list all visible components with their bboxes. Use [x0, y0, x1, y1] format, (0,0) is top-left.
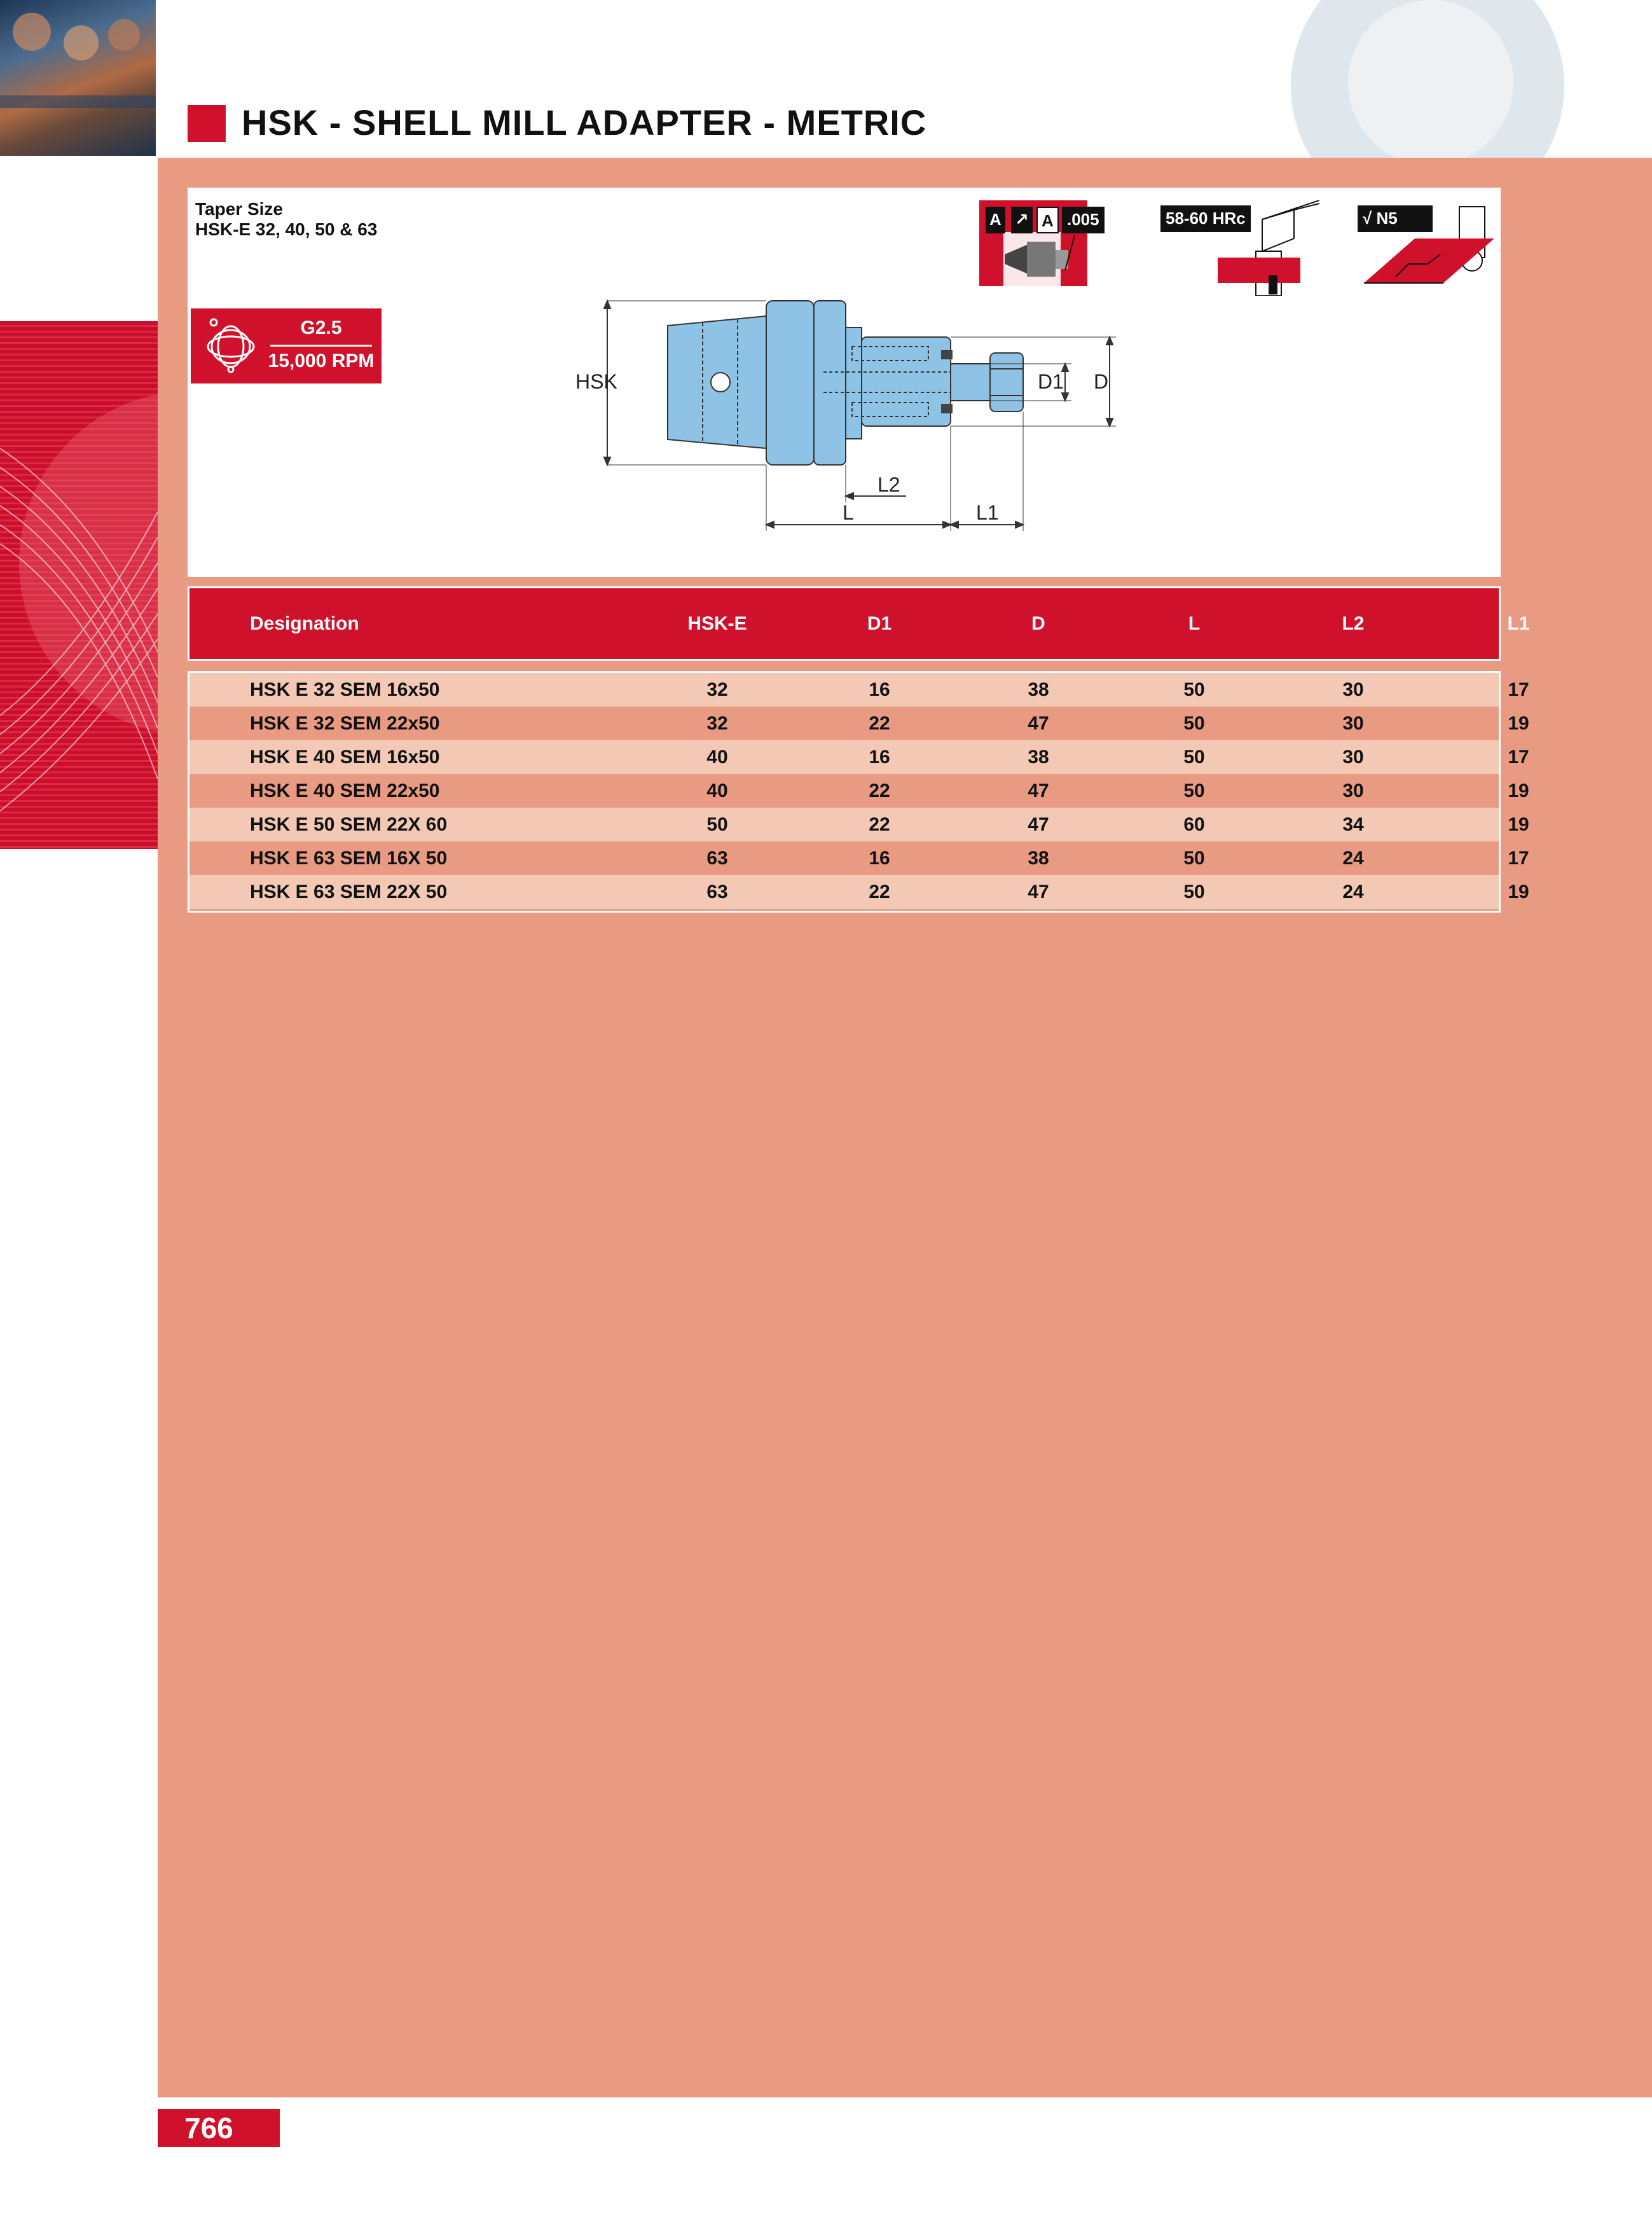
dim-label-hsk: HSK: [575, 370, 617, 393]
finish-check-icon: √: [1363, 209, 1377, 228]
table-row: [189, 808, 1529, 841]
col-header-hsk-e: HSK-E: [687, 613, 747, 634]
dim-label-d: D: [1094, 370, 1109, 393]
cell-d: 47: [1028, 814, 1049, 835]
col-header-l1: L1: [1507, 613, 1530, 634]
cell-d: 38: [1028, 747, 1049, 768]
tolerance-value: .005: [1062, 207, 1105, 233]
dim-label-l: L: [843, 501, 854, 524]
page-number: 766: [158, 2109, 280, 2147]
cell-designation: HSK E 63 SEM 22X 50: [250, 881, 448, 902]
cell-d: 47: [1028, 780, 1049, 801]
cell-designation: HSK E 63 SEM 16X 50: [250, 848, 448, 869]
tolerance-ref: A: [1036, 207, 1059, 233]
dim-label-l2: L2: [878, 473, 900, 496]
title-marker: [188, 105, 226, 142]
table-body: [188, 671, 1529, 913]
taper-size-values: HSK-E 32, 40, 50 & 63: [195, 219, 378, 239]
cell-l2: 30: [1342, 713, 1364, 734]
taper-size-title: Taper Size: [195, 199, 283, 219]
cell-d1: 22: [869, 881, 890, 902]
col-header-l2: L2: [1342, 613, 1365, 634]
dim-label-d1: D1: [1038, 370, 1064, 393]
table-row: [189, 774, 1529, 808]
cell-hsk-e: 63: [706, 881, 728, 902]
hardness-value: 58-60 HRc: [1160, 205, 1251, 232]
cell-d: 38: [1028, 848, 1049, 869]
cell-l1: 19: [1508, 780, 1529, 801]
cell-l2: 30: [1342, 747, 1364, 768]
cell-l1: 19: [1508, 713, 1529, 734]
cell-l1: 17: [1508, 848, 1529, 869]
cell-designation: HSK E 50 SEM 22X 60: [250, 814, 448, 835]
table-row: [189, 673, 1529, 707]
cell-l2: 24: [1342, 848, 1364, 869]
cell-d1: 16: [869, 747, 890, 768]
tolerance-datum: A: [986, 207, 1005, 233]
product-info-box: [188, 188, 1501, 577]
cell-l1: 17: [1508, 747, 1529, 768]
runout-symbol-icon: ↗: [1011, 207, 1033, 233]
cell-d: 38: [1028, 679, 1049, 700]
cell-l2: 24: [1342, 881, 1364, 902]
runout-tolerance-icon: [979, 200, 1125, 296]
balance-grade: G2.5: [300, 317, 342, 338]
cell-hsk-e: 32: [706, 679, 728, 700]
cell-designation: HSK E 32 SEM 16x50: [250, 679, 440, 700]
table-header: [188, 586, 1530, 661]
cell-l1: 19: [1508, 814, 1529, 835]
cell-d1: 22: [869, 713, 890, 734]
cell-l: 50: [1183, 780, 1205, 801]
col-header-d: D: [1031, 613, 1045, 634]
cell-designation: HSK E 40 SEM 22x50: [250, 780, 440, 801]
col-header-designation: Designation: [250, 613, 359, 634]
cell-l: 50: [1183, 881, 1205, 902]
cell-d1: 22: [869, 814, 890, 835]
cell-l: 50: [1183, 848, 1205, 869]
cell-l2: 30: [1342, 780, 1364, 801]
max-rpm: 15,000 RPM: [268, 350, 375, 371]
cell-d1: 16: [869, 848, 890, 869]
cell-designation: HSK E 32 SEM 22x50: [250, 713, 440, 734]
cell-l: 50: [1183, 679, 1205, 700]
cell-d: 47: [1028, 881, 1049, 902]
table-row: [189, 875, 1529, 909]
cell-l1: 17: [1508, 679, 1529, 700]
table-row: [189, 841, 1529, 875]
col-header-d1: D1: [867, 613, 892, 634]
cell-designation: HSK E 40 SEM 16x50: [250, 747, 440, 768]
adapter-drawing: [569, 289, 1332, 576]
cell-l: 50: [1183, 747, 1205, 768]
cell-d: 47: [1028, 713, 1049, 734]
balance-badge: [191, 308, 382, 383]
cell-l: 50: [1183, 713, 1205, 734]
cell-l: 60: [1183, 814, 1205, 835]
taper-size-label: [195, 199, 377, 240]
cell-l2: 30: [1342, 679, 1364, 700]
surface-finish-value: √ N5: [1358, 205, 1433, 232]
cell-hsk-e: 40: [706, 747, 728, 768]
page-title: HSK - SHELL MILL ADAPTER - METRIC: [242, 102, 927, 142]
rowing-photo: [0, 0, 156, 156]
col-header-l: L: [1188, 613, 1201, 634]
cell-d1: 22: [869, 780, 890, 801]
table-row: [189, 707, 1529, 740]
hardness-icon: [1160, 200, 1319, 296]
table-row: [189, 740, 1529, 774]
cell-hsk-e: 63: [706, 848, 728, 869]
cell-hsk-e: 32: [706, 713, 728, 734]
dim-label-l1: L1: [976, 501, 999, 524]
cell-l1: 19: [1508, 881, 1529, 902]
surface-finish-icon: [1358, 200, 1494, 296]
balance-gyro-icon: [202, 316, 259, 373]
decorative-side-band: [0, 321, 158, 849]
cell-d1: 16: [869, 679, 890, 700]
cell-l2: 34: [1342, 814, 1364, 835]
cell-hsk-e: 40: [706, 780, 728, 801]
cell-hsk-e: 50: [706, 814, 728, 835]
